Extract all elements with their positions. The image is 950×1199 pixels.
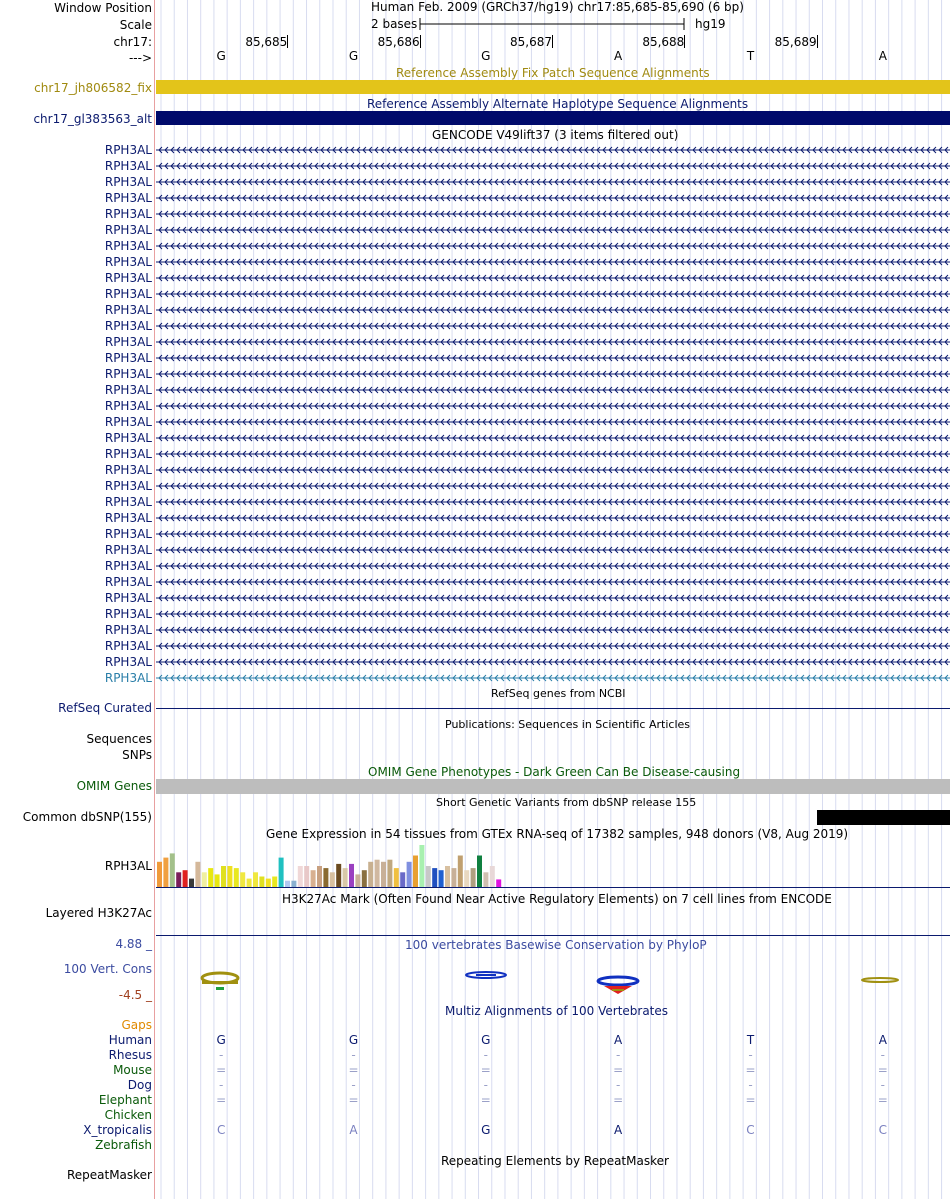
gtex-tissue-bar[interactable] [304, 866, 309, 887]
gencode-transcript-row[interactable] [0, 670, 950, 686]
ruler-tick-label: 85,689 [774, 35, 817, 49]
multiz-aligned-base: A [614, 1033, 623, 1047]
gtex-tissue-bar[interactable] [215, 874, 220, 887]
multiz-species-label[interactable]: Elephant [98, 1093, 152, 1107]
gencode-transcript-feature[interactable] [156, 302, 950, 318]
gencode-transcript-label[interactable]: RPH3AL [104, 623, 152, 637]
gencode-transcript-feature[interactable] [156, 350, 950, 366]
multiz-aligned-base: - [748, 1048, 753, 1062]
multiz-aligned-base: = [480, 1063, 491, 1077]
gencode-transcript-label[interactable]: RPH3AL [104, 223, 152, 237]
gencode-transcript-feature[interactable] [156, 270, 950, 286]
gtex-tissue-bar[interactable] [407, 862, 412, 887]
logo-base-6 [862, 978, 898, 982]
alt-haplotype-track-title: Reference Assembly Alternate Haplotype Sequence Alignments [367, 97, 749, 111]
page-title: Human Feb. 2009 (GRCh37/hg19) chr17:85,685-85,690 (6 bp) [371, 0, 744, 14]
ruler-tick [420, 35, 421, 48]
gtex-tissue-bar[interactable] [163, 858, 168, 887]
gtex-tissue-bar[interactable] [285, 881, 290, 887]
refseq-gene-line[interactable] [156, 708, 950, 709]
gtex-tissue-bar[interactable] [445, 866, 450, 887]
gtex-tissue-bar[interactable] [483, 872, 488, 887]
gencode-transcript-label[interactable]: RPH3AL [104, 655, 152, 669]
gencode-transcript-row[interactable] [0, 350, 950, 366]
gencode-transcript-feature[interactable] [156, 542, 950, 558]
gencode-transcript-label[interactable]: RPH3AL [104, 351, 152, 365]
fix-patch-track-title: Reference Assembly Fix Patch Sequence Alignments [396, 66, 710, 80]
gencode-transcript-feature[interactable] [156, 478, 950, 494]
gencode-transcript-label[interactable]: RPH3AL [104, 271, 152, 285]
fix-patch-label[interactable]: chr17_jh806582_fix [34, 81, 152, 95]
publications-sequences-label[interactable]: Sequences [86, 732, 152, 746]
gtex-tissue-bar[interactable] [221, 866, 226, 887]
multiz-aligned-base: = [216, 1093, 227, 1107]
gtex-tissue-bar[interactable] [432, 868, 437, 887]
gencode-transcript-label[interactable]: RPH3AL [104, 255, 152, 269]
gencode-transcript-feature[interactable] [156, 318, 950, 334]
gencode-track-title: GENCODE V49lift37 (3 items filtered out) [432, 128, 679, 142]
gtex-tissue-bar[interactable] [381, 862, 386, 887]
gtex-tissue-bar[interactable] [375, 860, 380, 887]
gencode-transcript-row[interactable] [0, 158, 950, 174]
gencode-transcript-feature[interactable] [156, 622, 950, 638]
multiz-aligned-base: - [615, 1078, 621, 1092]
gtex-tissue-bar[interactable] [400, 872, 405, 887]
phylop-track-title: 100 vertebrates Basewise Conservation by PhyloP [405, 938, 707, 952]
multiz-aligned-base: A [614, 1123, 623, 1137]
gencode-transcript-feature[interactable] [156, 430, 950, 446]
gencode-transcript-row[interactable] [0, 622, 950, 638]
gencode-transcript-row[interactable] [0, 542, 950, 558]
gencode-transcript-feature[interactable] [156, 382, 950, 398]
gencode-transcript-feature[interactable] [156, 446, 950, 462]
gencode-transcript-feature[interactable] [156, 590, 950, 606]
gtex-tissue-bar[interactable] [208, 868, 213, 887]
gencode-transcript-feature[interactable] [156, 558, 950, 574]
alt-haplotype-label[interactable]: chr17_gl383563_alt [33, 112, 152, 126]
gencode-transcript-label[interactable]: RPH3AL [104, 207, 152, 221]
gtex-tissue-bar[interactable] [189, 879, 194, 887]
gencode-transcript-row[interactable] [0, 398, 950, 414]
multiz-aligned-base: G [481, 1033, 491, 1047]
ruler-tick [552, 35, 553, 48]
gencode-transcript-feature[interactable] [156, 206, 950, 222]
gtex-tissue-bar[interactable] [419, 845, 424, 887]
gtex-tissue-bar[interactable] [234, 868, 239, 887]
gencode-transcript-label[interactable]: RPH3AL [104, 303, 152, 317]
gencode-transcript-feature[interactable] [156, 638, 950, 654]
gencode-transcript-row[interactable] [0, 574, 950, 590]
gencode-transcript-label[interactable]: RPH3AL [104, 559, 152, 573]
gencode-transcript-label[interactable]: RPH3AL [104, 159, 152, 173]
gencode-transcript-label[interactable]: RPH3AL [104, 335, 152, 349]
gencode-transcript-row[interactable] [0, 366, 950, 382]
multiz-aligned-base: - [351, 1048, 356, 1062]
gtex-tissue-bar[interactable] [195, 862, 200, 887]
gencode-transcript-row[interactable] [0, 446, 950, 462]
phylop-min-label: -4.5 _ [118, 988, 152, 1002]
gtex-tissue-bar[interactable] [336, 864, 341, 887]
multiz-aligned-base: - [351, 1078, 356, 1092]
multiz-aligned-base: = [216, 1063, 227, 1077]
gencode-transcript-feature[interactable] [156, 334, 950, 350]
gencode-transcript-row[interactable] [0, 174, 950, 190]
repeatmasker-track-title: Repeating Elements by RepeatMasker [441, 1154, 669, 1168]
multiz-aligned-base: - [218, 1048, 224, 1062]
assembly-label: hg19 [695, 17, 726, 31]
gtex-tissue-bar[interactable] [349, 864, 354, 887]
gtex-tissue-bar[interactable] [183, 870, 188, 887]
gtex-tissue-bar[interactable] [426, 866, 431, 887]
reference-base: G [216, 49, 226, 63]
multiz-aligned-base: - [880, 1048, 885, 1062]
gencode-transcript-label[interactable]: RPH3AL [104, 367, 152, 381]
scale-bar [418, 17, 688, 31]
gtex-tissue-bar[interactable] [227, 866, 232, 887]
gencode-transcript-label[interactable]: RPH3AL [104, 175, 152, 189]
gencode-transcript-feature[interactable] [156, 366, 950, 382]
dbsnp-variant[interactable] [817, 810, 950, 825]
gencode-transcript-feature[interactable] [156, 606, 950, 622]
gtex-tissue-bar[interactable] [157, 862, 162, 887]
multiz-aligned-base: - [880, 1078, 885, 1092]
gencode-transcript-row[interactable] [0, 654, 950, 670]
multiz-aligned-base: = [877, 1093, 888, 1107]
omim-track-title: OMIM Gene Phenotypes - Dark Green Can Be Disease-causing [368, 765, 741, 779]
gencode-transcript-row[interactable] [0, 494, 950, 510]
fix-patch-feature[interactable] [156, 80, 950, 94]
gencode-transcript-label[interactable]: RPH3AL [104, 287, 152, 301]
multiz-aligned-base: = [877, 1063, 888, 1077]
gencode-transcript-label[interactable]: RPH3AL [104, 495, 152, 509]
multiz-aligned-base: = [348, 1063, 359, 1077]
multiz-species-label[interactable]: Chicken [104, 1108, 152, 1122]
gtex-tissue-bar[interactable] [458, 856, 463, 888]
gencode-transcript-row[interactable] [0, 638, 950, 654]
gencode-transcript-label[interactable]: RPH3AL [104, 511, 152, 525]
multiz-aligned-base: - [615, 1048, 621, 1062]
gencode-transcript-row[interactable] [0, 142, 950, 158]
gencode-transcript-feature[interactable] [156, 286, 950, 302]
refseq-track-title: RefSeq genes from NCBI [491, 687, 626, 700]
gtex-tissue-bar[interactable] [240, 872, 245, 887]
repeatmasker-label[interactable]: RepeatMasker [66, 1168, 152, 1182]
refseq-label[interactable]: RefSeq Curated [58, 701, 152, 715]
ruler-tick [817, 35, 818, 48]
multiz-aligned-base: = [613, 1093, 624, 1107]
gencode-transcript-row[interactable] [0, 462, 950, 478]
gencode-transcript-label[interactable]: RPH3AL [104, 607, 152, 621]
logo-base-4 [598, 977, 638, 994]
gencode-transcript-label[interactable]: RPH3AL [104, 415, 152, 429]
multiz-aligned-base: G [481, 1123, 491, 1137]
gencode-transcript-feature[interactable] [156, 190, 950, 206]
gencode-transcript-feature[interactable] [156, 526, 950, 542]
phylop-logos[interactable] [156, 965, 950, 995]
gencode-transcript-feature[interactable] [156, 158, 950, 174]
gtex-tissue-bar[interactable] [330, 872, 335, 887]
multiz-species-label[interactable]: Mouse [113, 1063, 152, 1077]
scale-text: 2 bases [371, 17, 418, 31]
gencode-transcript-feature[interactable] [156, 494, 950, 510]
gtex-tissue-bar[interactable] [368, 862, 373, 887]
gencode-transcript-label[interactable]: RPH3AL [104, 543, 152, 557]
multiz-aligned-base: = [613, 1063, 624, 1077]
multiz-aligned-base: - [483, 1048, 488, 1062]
gtex-expression-chart[interactable] [156, 841, 950, 889]
reference-base: T [746, 49, 755, 63]
gencode-transcript-label[interactable]: RPH3AL [104, 527, 152, 541]
gencode-transcript-row[interactable] [0, 206, 950, 222]
h3k27ac-track-title: H3K27Ac Mark (Often Found Near Active Regulatory Elements) on 7 cell lines from ENCODE [282, 892, 832, 906]
multiz-aligned-base: G [216, 1033, 226, 1047]
multiz-aligned-base: T [746, 1033, 755, 1047]
multiz-aligned-base: C [216, 1123, 226, 1137]
multiz-aligned-base: = [348, 1093, 359, 1107]
multiz-species-label[interactable]: Rhesus [108, 1048, 152, 1062]
chrom-label: chr17: [113, 35, 152, 49]
gtex-tissue-bar[interactable] [298, 866, 303, 887]
publications-snps-label[interactable]: SNPs [122, 748, 152, 762]
gencode-transcript-feature[interactable] [156, 254, 950, 270]
reference-base: G [348, 49, 359, 63]
gencode-transcript-feature[interactable] [156, 238, 950, 254]
reference-base: G [481, 49, 491, 63]
gtex-tissue-bar[interactable] [176, 872, 181, 887]
gencode-transcript-label[interactable]: RPH3AL [104, 671, 152, 685]
phylop-max-label: 4.88 _ [115, 937, 152, 951]
ruler-tick-label: 85,685 [245, 35, 288, 49]
gtex-tissue-bar[interactable] [272, 877, 277, 888]
gtex-tissue-bar[interactable] [477, 856, 482, 888]
ruler-tick-label: 85,686 [377, 35, 420, 49]
gencode-transcript-label[interactable]: RPH3AL [104, 639, 152, 653]
gencode-transcript-feature[interactable] [156, 670, 950, 686]
gtex-tissue-bar[interactable] [343, 868, 348, 887]
strand-label: ---> [128, 51, 152, 65]
gencode-transcript-feature[interactable] [156, 142, 950, 158]
gencode-transcript-feature[interactable] [156, 654, 950, 670]
multiz-aligned-base: G [348, 1033, 359, 1047]
gencode-transcript-row[interactable] [0, 414, 950, 430]
multiz-aligned-base: = [480, 1093, 491, 1107]
gtex-tissue-bar[interactable] [413, 856, 418, 888]
gtex-tissue-bar[interactable] [259, 877, 264, 888]
gencode-transcript-feature[interactable] [156, 174, 950, 190]
reference-base: A [878, 49, 887, 63]
multiz-aligned-base: C [746, 1123, 755, 1137]
gtex-tissue-bar[interactable] [451, 868, 456, 887]
gencode-transcript-label[interactable]: RPH3AL [104, 319, 152, 333]
gtex-tissue-bar[interactable] [317, 866, 322, 887]
gencode-transcript-row[interactable] [0, 606, 950, 622]
alt-haplotype-feature[interactable] [156, 111, 950, 125]
gencode-transcript-label[interactable]: RPH3AL [104, 591, 152, 605]
gencode-transcript-row[interactable] [0, 382, 950, 398]
gtex-tissue-bar[interactable] [387, 860, 392, 887]
gtex-tissue-bar[interactable] [323, 868, 328, 887]
multiz-species-label[interactable]: Zebrafish [95, 1138, 152, 1152]
ruler-tick [684, 35, 685, 48]
gtex-tissue-bar[interactable] [464, 870, 469, 887]
gencode-transcript-row[interactable] [0, 270, 950, 286]
gtex-tissue-bar[interactable] [279, 858, 284, 887]
gencode-transcript-feature[interactable] [156, 462, 950, 478]
gencode-transcript-row[interactable] [0, 558, 950, 574]
multiz-species-label[interactable]: Human [108, 1033, 152, 1047]
gencode-transcript-feature[interactable] [156, 574, 950, 590]
gtex-tissue-bar[interactable] [471, 868, 476, 887]
multiz-aligned-base: A [878, 1033, 887, 1047]
window-position-label: Window Position [54, 1, 152, 15]
multiz-species-label[interactable]: Gaps [121, 1018, 152, 1032]
gencode-transcript-label[interactable]: RPH3AL [104, 575, 152, 589]
multiz-aligned-base: A [349, 1123, 358, 1137]
gencode-transcript-label[interactable]: RPH3AL [104, 431, 152, 445]
gencode-transcript-row[interactable] [0, 286, 950, 302]
gtex-tissue-bar[interactable] [362, 870, 367, 887]
gtex-tissue-bar[interactable] [311, 870, 316, 887]
multiz-species-label[interactable]: Dog [127, 1078, 152, 1092]
gencode-transcript-feature[interactable] [156, 414, 950, 430]
gtex-tissue-bar[interactable] [355, 874, 360, 887]
logo-base-1 [202, 973, 238, 990]
ruler-tick-label: 85,687 [509, 35, 552, 49]
scale-label: Scale [119, 18, 152, 32]
multiz-aligned-base: - [748, 1078, 753, 1092]
gencode-transcript-row[interactable] [0, 222, 950, 238]
gtex-tissue-bar[interactable] [291, 881, 296, 887]
gencode-transcript-label[interactable]: RPH3AL [104, 447, 152, 461]
gencode-transcript-row[interactable] [0, 510, 950, 526]
gencode-transcript-feature[interactable] [156, 222, 950, 238]
gtex-tissue-bar[interactable] [490, 866, 495, 887]
gtex-tissue-bar[interactable] [496, 879, 501, 887]
dbsnp-track-title: Short Genetic Variants from dbSNP release 155 [436, 796, 697, 809]
dbsnp-label[interactable]: Common dbSNP(155) [22, 810, 152, 824]
h3k27ac-baseline [156, 935, 950, 936]
gencode-transcript-row[interactable] [0, 590, 950, 606]
multiz-aligned-base: - [218, 1078, 224, 1092]
multiz-aligned-base: C [878, 1123, 888, 1137]
gtex-track-title: Gene Expression in 54 tissues from GTEx RNA-seq of 17382 samples, 948 donors (V8, Aug 2019) [266, 827, 849, 841]
gtex-tissue-bar[interactable] [170, 853, 175, 887]
gtex-label[interactable]: RPH3AL [104, 859, 152, 873]
multiz-aligned-base: = [745, 1093, 756, 1107]
gencode-transcript-label[interactable]: RPH3AL [104, 463, 152, 477]
gencode-transcript-label[interactable]: RPH3AL [104, 191, 152, 205]
gencode-transcript-feature[interactable] [156, 398, 950, 414]
gencode-transcript-row[interactable] [0, 302, 950, 318]
logo-base-3 [466, 972, 506, 978]
gencode-transcript-row[interactable] [0, 334, 950, 350]
multiz-species-label[interactable]: X_tropicalis [83, 1123, 152, 1137]
gencode-transcript-row[interactable] [0, 190, 950, 206]
reference-base: A [614, 49, 623, 63]
gencode-transcript-label[interactable]: RPH3AL [104, 399, 152, 413]
multiz-aligned-base: - [483, 1078, 488, 1092]
omim-feature[interactable] [156, 779, 950, 794]
gtex-tissue-bar[interactable] [266, 879, 271, 887]
gencode-transcript-feature[interactable] [156, 510, 950, 526]
gencode-transcript-row[interactable] [0, 478, 950, 494]
gtex-tissue-bar[interactable] [247, 879, 252, 887]
ruler-tick-label: 85,688 [642, 35, 685, 49]
omim-label[interactable]: OMIM Genes [76, 779, 152, 793]
gtex-tissue-bar[interactable] [253, 872, 258, 887]
gencode-transcript-label[interactable]: RPH3AL [104, 143, 152, 157]
gencode-transcript-row[interactable] [0, 254, 950, 270]
gencode-transcript-label[interactable]: RPH3AL [104, 239, 152, 253]
phylop-label[interactable]: 100 Vert. Cons [63, 962, 152, 976]
gtex-tissue-bar[interactable] [202, 872, 207, 887]
publications-track-title: Publications: Sequences in Scientific Articles [445, 718, 690, 731]
gencode-transcript-label[interactable]: RPH3AL [104, 383, 152, 397]
gencode-transcript-label[interactable]: RPH3AL [104, 479, 152, 493]
h3k27ac-label[interactable]: Layered H3K27Ac [45, 906, 152, 920]
ruler-tick [287, 35, 288, 48]
gencode-transcript-row[interactable] [0, 430, 950, 446]
multiz-track-title: Multiz Alignments of 100 Vertebrates [445, 1004, 669, 1018]
gencode-transcript-row[interactable] [0, 526, 950, 542]
gtex-tissue-bar[interactable] [439, 870, 444, 887]
gencode-transcript-row[interactable] [0, 238, 950, 254]
gencode-transcript-row[interactable] [0, 318, 950, 334]
gtex-tissue-bar[interactable] [394, 868, 399, 887]
multiz-aligned-base: = [745, 1063, 756, 1077]
